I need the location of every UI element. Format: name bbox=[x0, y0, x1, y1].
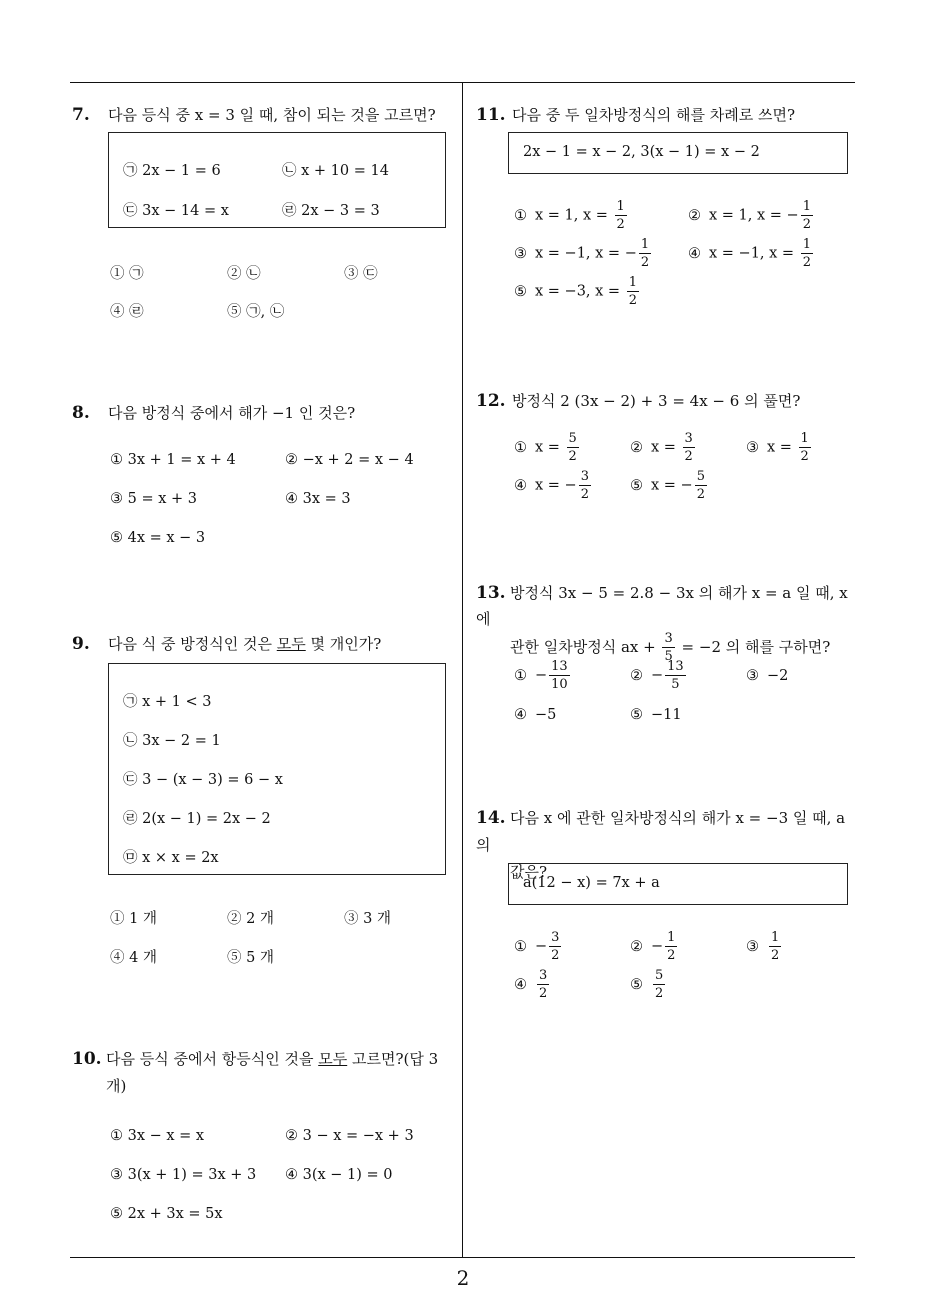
choice-1[interactable]: ① 3x − x = x bbox=[110, 1128, 205, 1144]
choice-1[interactable]: ① ㉠ bbox=[110, 266, 144, 282]
choice-5[interactable]: ⑤ 2x + 3x = 5x bbox=[110, 1206, 223, 1222]
fraction: $\frac{1}{2}$ bbox=[667, 930, 676, 963]
box-item: ㉢ 3x − 14 = x bbox=[123, 203, 229, 219]
box-item: ㉠ x + 1 < 3 bbox=[123, 694, 212, 710]
fraction: $\frac{3}{2}$ bbox=[684, 431, 693, 464]
question-10 bbox=[72, 1046, 460, 1236]
choice-1[interactable]: ① − $\frac{3}{2}$ bbox=[514, 930, 560, 963]
question-number: 11. bbox=[476, 105, 506, 125]
choice-3[interactable]: ③ x = $\frac{1}{2}$ bbox=[746, 431, 809, 464]
choice-4[interactable]: ④ x = − $\frac{3}{2}$ bbox=[514, 469, 589, 502]
condition-box bbox=[508, 863, 848, 905]
fraction: $\frac{1}{2}$ bbox=[616, 199, 625, 232]
box-item: ㉡ x + 10 = 14 bbox=[282, 163, 389, 179]
fraction: $\frac{1}{2}$ bbox=[771, 930, 780, 963]
fraction: $\frac{1}{2}$ bbox=[802, 237, 811, 270]
fraction: $\frac{13}{10}$ bbox=[551, 659, 568, 692]
choice-4[interactable]: ④ $\frac{3}{2}$ bbox=[514, 968, 548, 1001]
choice-3[interactable]: ③ x = −1, x = − $\frac{1}{2}$ bbox=[514, 237, 650, 270]
fraction: $\frac{5}{2}$ bbox=[568, 431, 577, 464]
question-number: 10. bbox=[72, 1049, 102, 1069]
question-text: 다음 등식 중 x = 3 일 때, 참이 되는 것을 고르면? bbox=[108, 106, 436, 124]
question-11 bbox=[476, 104, 856, 324]
question-9 bbox=[72, 633, 452, 973]
condition-box bbox=[108, 663, 446, 875]
choice-1[interactable]: ① x = 1, x = $\frac{1}{2}$ bbox=[514, 199, 625, 232]
choice-5[interactable]: ⑤ ㉠, ㉡ bbox=[227, 304, 285, 320]
fraction: $\frac{3}{5}$ bbox=[664, 631, 673, 664]
question-text: 다음 등식 중에서 항등식인 것을 모두 고르면?(답 3 bbox=[106, 1050, 439, 1068]
choice-3[interactable]: ③ ㉢ bbox=[344, 266, 378, 282]
box-item: 2x − 1 = x − 2, 3(x − 1) = x − 2 bbox=[523, 144, 760, 160]
fraction: $\frac{1}{2}$ bbox=[800, 431, 809, 464]
question-12 bbox=[476, 390, 856, 520]
fraction: $\frac{5}{2}$ bbox=[696, 469, 705, 502]
choice-2[interactable]: ② 2 개 bbox=[227, 911, 274, 927]
choice-3[interactable]: ③ $\frac{1}{2}$ bbox=[746, 930, 780, 963]
question-number: 8. bbox=[72, 403, 90, 423]
fraction: $\frac{1}{2}$ bbox=[628, 275, 637, 308]
question-8 bbox=[72, 402, 452, 552]
emphasis-underline: 모두 bbox=[318, 1050, 348, 1068]
choice-4[interactable]: ④ −5 bbox=[514, 707, 557, 723]
choice-5[interactable]: ⑤ 4x = x − 3 bbox=[110, 530, 206, 546]
question-13 bbox=[476, 580, 860, 730]
choice-3[interactable]: ③ −2 bbox=[746, 668, 789, 684]
fraction: $\frac{3}{2}$ bbox=[539, 968, 548, 1001]
choice-4[interactable]: ④ x = −1, x = $\frac{1}{2}$ bbox=[688, 237, 811, 270]
box-item: ㉤ x × x = 2x bbox=[123, 850, 219, 866]
fraction: $\frac{13}{5}$ bbox=[667, 659, 684, 692]
choice-1[interactable]: ① 1 개 bbox=[110, 911, 157, 927]
question-text-line2: 개) bbox=[106, 1077, 127, 1095]
question-number: 13. bbox=[476, 583, 506, 603]
choice-2[interactable]: ② x = 1, x = − $\frac{1}{2}$ bbox=[688, 199, 811, 232]
question-text: 다음 방정식 중에서 해가 −1 인 것은? bbox=[108, 404, 356, 422]
question-text: 다음 식 중 방정식인 것은 모두 몇 개인가? bbox=[108, 635, 382, 653]
question-text: 다음 x 에 관한 일차방정식의 해가 x = −3 일 때, a 의 bbox=[476, 809, 846, 854]
choice-2[interactable]: ② −x + 2 = x − 4 bbox=[285, 452, 414, 468]
choice-5[interactable]: ⑤ x = −3, x = $\frac{1}{2}$ bbox=[514, 275, 637, 308]
choice-2[interactable]: ② − $\frac{1}{2}$ bbox=[630, 930, 676, 963]
choice-5[interactable]: ⑤ x = − $\frac{5}{2}$ bbox=[630, 469, 705, 502]
condition-box bbox=[508, 132, 848, 174]
question-text-line2: 값은? bbox=[510, 863, 548, 881]
choice-2[interactable]: ② − $\frac{13}{5}$ bbox=[630, 659, 684, 692]
fraction: $\frac{3}{2}$ bbox=[580, 469, 589, 502]
question-text: 방정식 3x − 5 = 2.8 − 3x 의 해가 x = a 일 때, x 에 bbox=[476, 584, 848, 628]
choice-3[interactable]: ③ 3(x + 1) = 3x + 3 bbox=[110, 1167, 257, 1183]
choice-4[interactable]: ④ 3x = 3 bbox=[285, 491, 351, 507]
question-7 bbox=[72, 104, 452, 324]
choice-3[interactable]: ③ 5 = x + 3 bbox=[110, 491, 197, 507]
choice-2[interactable]: ② x = $\frac{3}{2}$ bbox=[630, 431, 693, 464]
choice-5[interactable]: ⑤ 5 개 bbox=[227, 950, 274, 966]
box-item: ㉣ 2(x − 1) = 2x − 2 bbox=[123, 811, 271, 827]
question-number: 9. bbox=[72, 634, 90, 654]
choice-5[interactable]: ⑤ −11 bbox=[630, 707, 682, 723]
choice-5[interactable]: ⑤ $\frac{5}{2}$ bbox=[630, 968, 664, 1001]
question-number: 7. bbox=[72, 105, 90, 125]
page-number: 2 bbox=[456, 1266, 470, 1290]
fraction: $\frac{3}{2}$ bbox=[551, 930, 560, 963]
choice-1[interactable]: ① 3x + 1 = x + 4 bbox=[110, 452, 236, 468]
choice-4[interactable]: ④ ㉣ bbox=[110, 304, 144, 320]
bottom-rule bbox=[70, 1257, 855, 1258]
choice-4[interactable]: ④ 3(x − 1) = 0 bbox=[285, 1167, 393, 1183]
box-item: a(12 − x) = 7x + a bbox=[523, 875, 660, 891]
question-14 bbox=[476, 805, 860, 1015]
box-item: ㉠ 2x − 1 = 6 bbox=[123, 163, 221, 179]
emphasis-underline: 모두 bbox=[276, 635, 306, 653]
question-number: 14. bbox=[476, 808, 506, 828]
fraction: $\frac{1}{2}$ bbox=[802, 199, 811, 232]
choice-2[interactable]: ② ㉡ bbox=[227, 266, 261, 282]
choice-1[interactable]: ① − $\frac{13}{10}$ bbox=[514, 659, 568, 692]
box-item: ㉡ 3x − 2 = 1 bbox=[123, 733, 221, 749]
box-item: ㉢ 3 − (x − 3) = 6 − x bbox=[123, 772, 283, 788]
choice-4[interactable]: ④ 4 개 bbox=[110, 950, 157, 966]
question-number: 12. bbox=[476, 391, 506, 411]
choice-1[interactable]: ① x = $\frac{5}{2}$ bbox=[514, 431, 577, 464]
choice-2[interactable]: ② 3 − x = −x + 3 bbox=[285, 1128, 414, 1144]
condition-box bbox=[108, 132, 446, 228]
choice-3[interactable]: ③ 3 개 bbox=[344, 911, 391, 927]
box-item: ㉣ 2x − 3 = 3 bbox=[282, 203, 380, 219]
fraction: $\frac{5}{2}$ bbox=[655, 968, 664, 1001]
column-divider bbox=[462, 82, 463, 1257]
question-text: 다음 중 두 일차방정식의 해를 차례로 쓰면? bbox=[512, 106, 795, 124]
question-text: 방정식 2 (3x − 2) + 3 = 4x − 6 의 풀면? bbox=[512, 392, 801, 410]
question-text-line2: 관한 일차방정식 ax + $\frac{3}{5}$ = −2 의 해를 구하면? bbox=[510, 631, 831, 664]
fraction: $\frac{1}{2}$ bbox=[640, 237, 650, 270]
